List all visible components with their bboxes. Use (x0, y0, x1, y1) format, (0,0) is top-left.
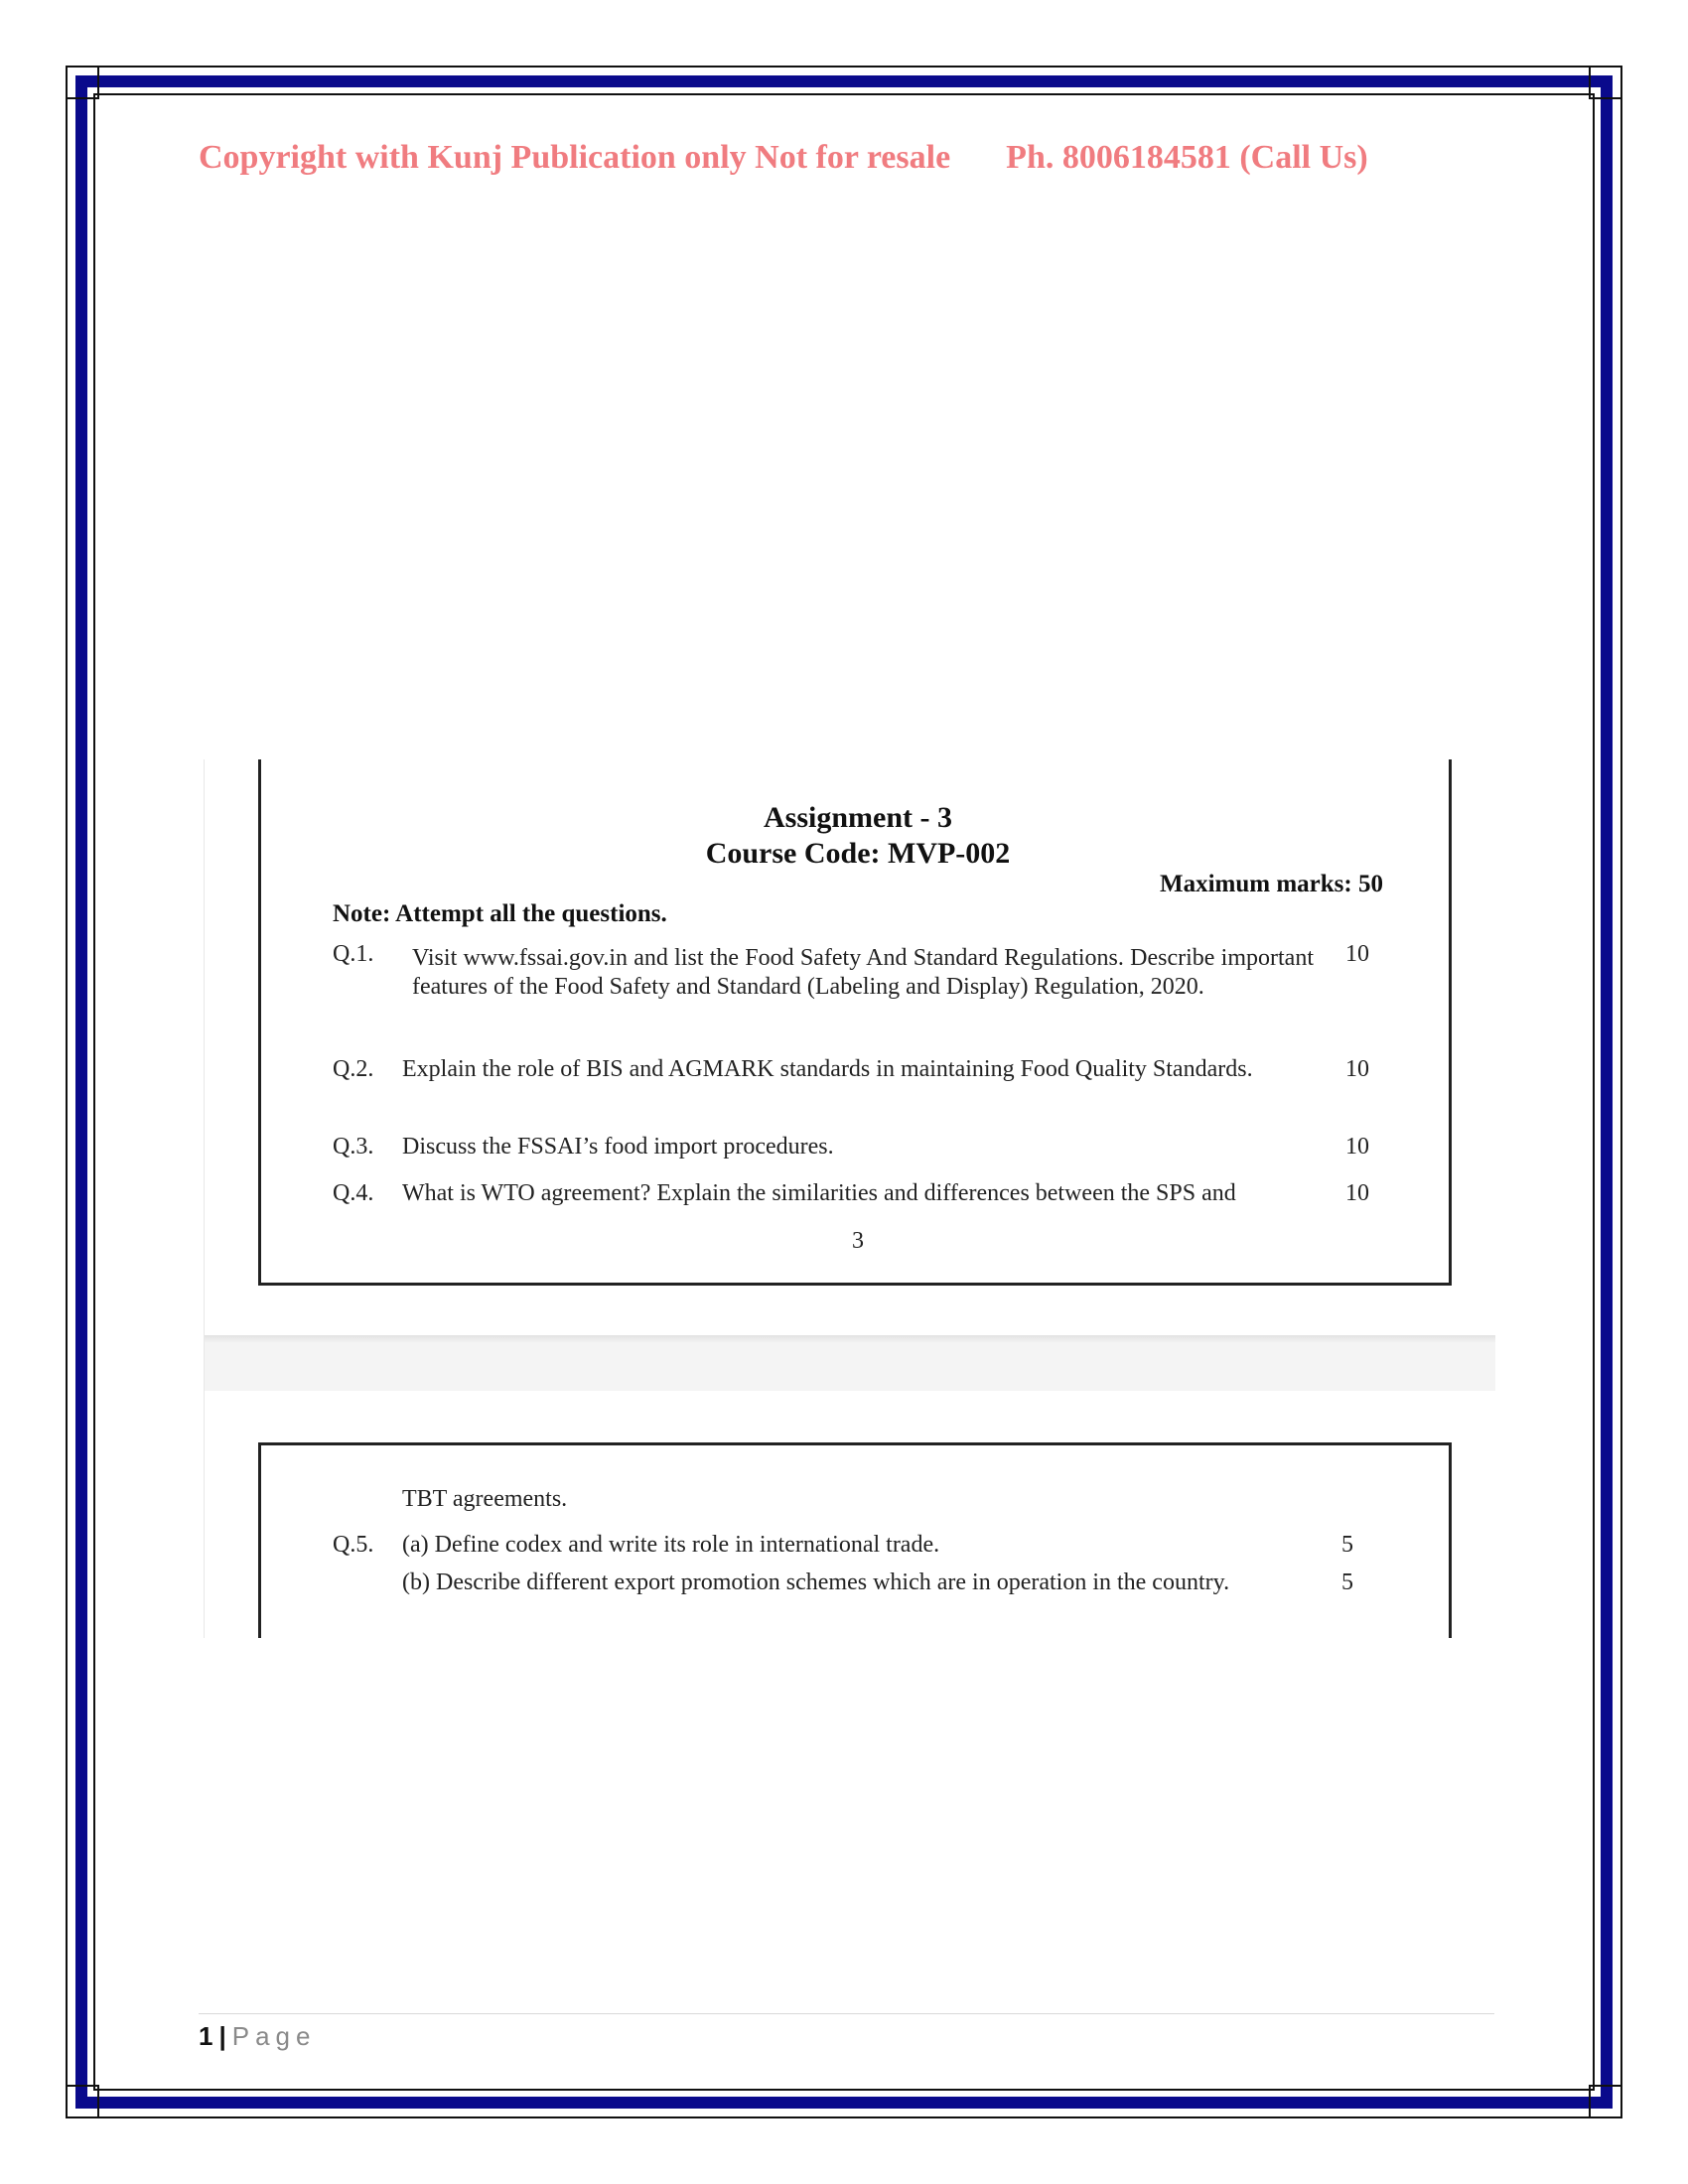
assignment-page-box-continued (258, 1442, 1452, 1638)
question-item (261, 1055, 1455, 1115)
question-item (261, 1179, 1455, 1209)
assignment-title: Assignment - 3 (763, 801, 952, 834)
question-marks: 10 (1345, 1056, 1369, 1082)
question-text: (b) Describe different export promotion schemes which are in operation in the country. (402, 1570, 1230, 1595)
question-number: Q.1. (333, 941, 374, 967)
frame-corner-ornament (1589, 2085, 1622, 2118)
phone-contact: Ph. 8006184581 (Call Us) (1006, 139, 1368, 176)
page-label: Page (231, 2021, 317, 2051)
frame-corner-ornament (1589, 66, 1622, 99)
page-number: 1 (199, 2021, 213, 2051)
question-number: Q.4. (333, 1180, 374, 1206)
frame-corner-ornament (66, 66, 99, 99)
question-text: What is WTO agreement? Explain the similarities and differences between the SPS and (402, 1180, 1236, 1206)
question-number: Q.2. (333, 1056, 374, 1082)
question-number: Q.3. (333, 1134, 374, 1160)
question-item (261, 1531, 1455, 1600)
question-marks: 10 (1345, 1134, 1369, 1160)
course-code: Course Code: MVP-002 (705, 837, 1011, 870)
scan-page-number: 3 (852, 1228, 864, 1254)
assignment-screenshot (204, 759, 1495, 1638)
page-gap-divider (205, 1335, 1495, 1391)
question-marks: 5 (1341, 1570, 1353, 1595)
footer-divider (199, 2013, 1494, 2014)
frame-corner-ornament (66, 2085, 99, 2118)
assignment-page-box (258, 759, 1452, 1286)
question-marks: 10 (1345, 1180, 1369, 1206)
question-marks: 10 (1345, 941, 1369, 967)
page-header (199, 139, 1489, 177)
question-text: Visit www.fssai.gov.in and list the Food Safety And Standard Regulations. Describe important features of the Food Safety and Standard (Labeling and Display) Regulation, 2020. (412, 945, 1314, 1000)
question-number: Q.5. (333, 1532, 374, 1558)
maximum-marks: Maximum marks: 50 (1160, 871, 1383, 897)
copyright-notice: Copyright with Kunj Publication only Not for resale (199, 139, 951, 176)
question-item (261, 940, 1455, 1029)
question-marks: 5 (1341, 1532, 1353, 1558)
page-footer (199, 2021, 316, 2052)
question-item (261, 1133, 1455, 1162)
footer-separator: | (218, 2021, 226, 2051)
question-text: (a) Define codex and write its role in international trade. (402, 1532, 940, 1558)
question-text: Explain the role of BIS and AGMARK standards in maintaining Food Quality Standards. (402, 1056, 1253, 1082)
instruction-note: Note: Attempt all the questions. (333, 900, 667, 927)
question-continuation: TBT agreements. (402, 1486, 568, 1512)
question-text: Discuss the FSSAI’s food import procedures. (402, 1134, 834, 1160)
